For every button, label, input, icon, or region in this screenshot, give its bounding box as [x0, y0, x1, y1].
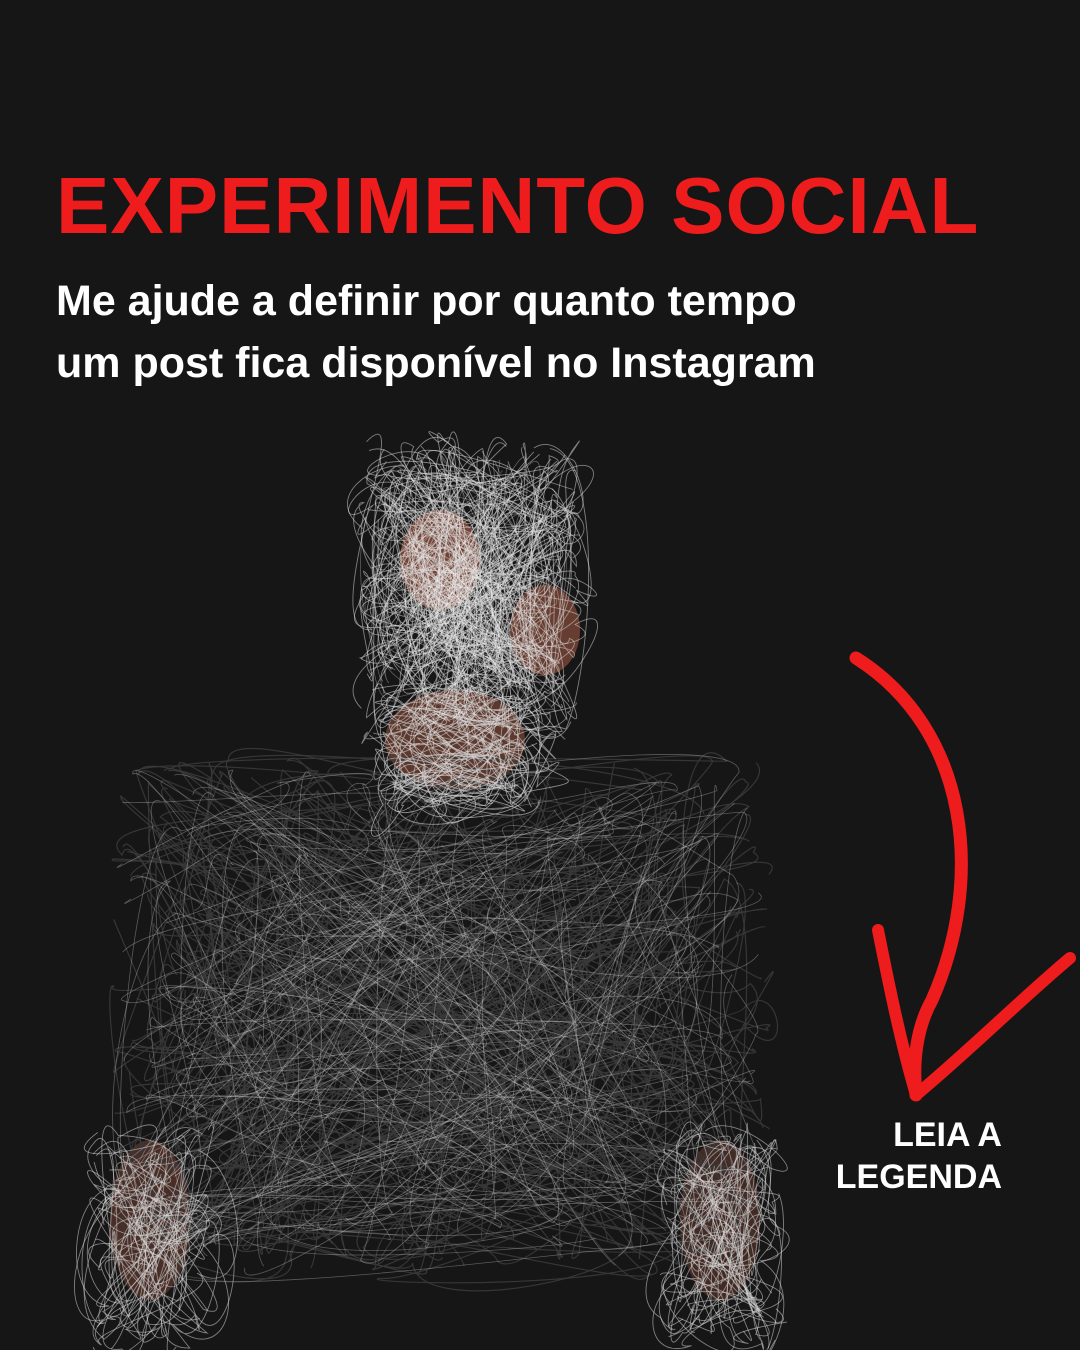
cta-line-2: LEGENDA: [835, 1158, 1002, 1196]
curved-arrow-down-icon: [820, 640, 1080, 1110]
subtitle: [56, 270, 1036, 394]
headline: EXPERIMENTO SOCIAL: [56, 161, 980, 250]
body-scribble: [74, 674, 789, 1350]
subtitle-line-2: um post fica disponível no Instagram: [56, 339, 816, 387]
read-caption-label: [836, 1114, 1002, 1198]
subtitle-line-1: Me ajude a definir por quanto tempo: [56, 277, 797, 325]
arrow-stroke: [856, 658, 961, 1095]
cta-line-1: LEIA A: [893, 1116, 1002, 1154]
arrow-head-left: [878, 930, 916, 1095]
